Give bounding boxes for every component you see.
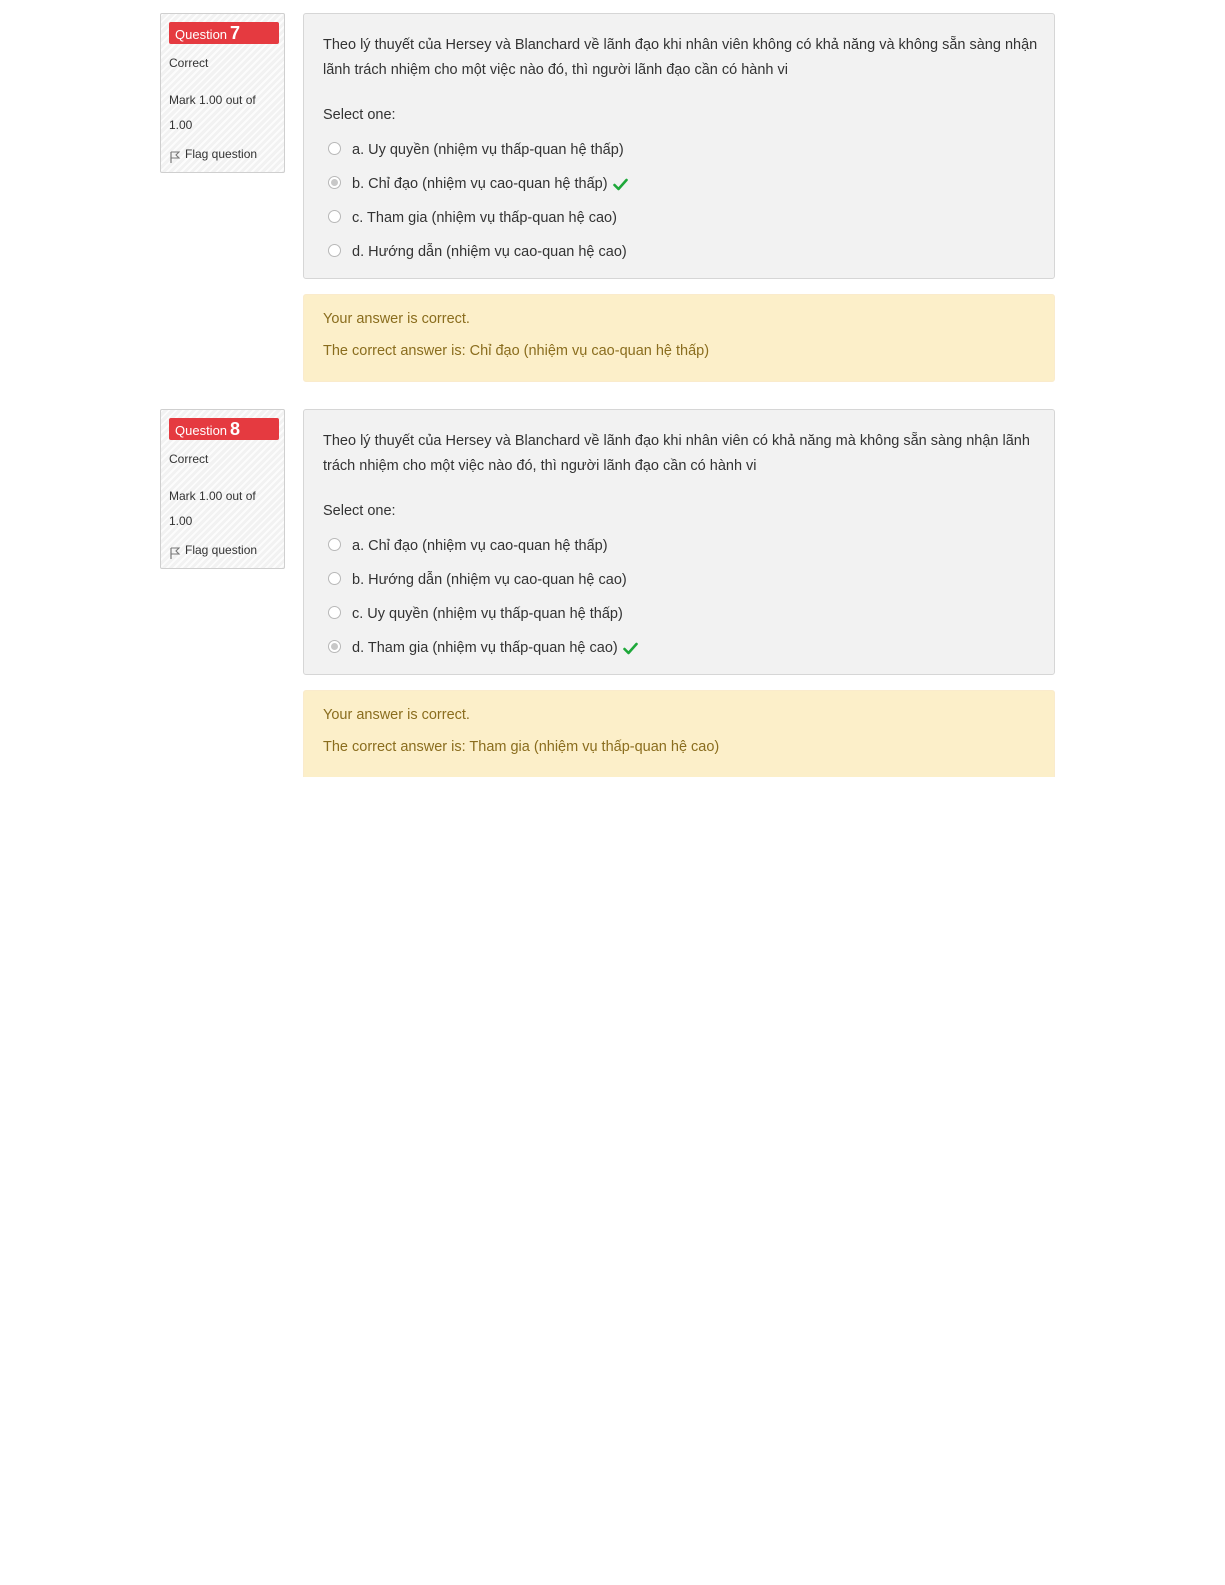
answer-option-d[interactable] bbox=[328, 235, 628, 269]
question-text: Theo lý thuyết của Hersey và Blanchard về lãnh đạo khi nhân viên không có khả năng và không sẵn sàng nhận lãnh trách nhiệm cho một việc nào đó, thì người lãnh đạo cần có hành vi bbox=[323, 37, 1038, 78]
answer-option-b[interactable] bbox=[328, 563, 638, 597]
answer-label-a: a. Chỉ đạo (nhiệm vụ cao-quan hệ thấp) bbox=[352, 538, 608, 554]
answer-list bbox=[328, 133, 628, 269]
answer-radio-b[interactable] bbox=[328, 176, 341, 189]
answer-option-d[interactable] bbox=[328, 631, 638, 665]
answer-radio-c[interactable] bbox=[328, 210, 341, 223]
question-state: Correct bbox=[169, 452, 209, 466]
answer-label-d: d. Hướng dẫn (nhiệm vụ cao-quan hệ cao) bbox=[352, 244, 627, 260]
question-grade: Mark 1.00 out of 1.00 bbox=[169, 93, 256, 132]
answer-label-b: b. Hướng dẫn (nhiệm vụ cao-quan hệ cao) bbox=[352, 572, 627, 588]
answer-label-b: b. Chỉ đạo (nhiệm vụ cao-quan hệ thấp) bbox=[352, 176, 608, 192]
select-one-prompt: Select one: bbox=[323, 107, 396, 123]
flag-question-label: Flag question bbox=[185, 147, 258, 161]
question-outcome bbox=[303, 690, 1055, 777]
answer-option-a[interactable] bbox=[328, 133, 628, 167]
flag-icon bbox=[169, 149, 181, 163]
answer-label-c: c. Uy quyền (nhiệm vụ thấp-quan hệ thấp) bbox=[352, 606, 623, 622]
answer-option-c[interactable] bbox=[328, 597, 638, 631]
answer-radio-d[interactable] bbox=[328, 244, 341, 257]
answer-radio-c[interactable] bbox=[328, 606, 341, 619]
answer-option-a[interactable] bbox=[328, 529, 638, 563]
check-icon bbox=[613, 178, 628, 191]
answer-radio-a[interactable] bbox=[328, 538, 341, 551]
flag-icon bbox=[169, 545, 181, 559]
feedback-text: Your answer is correct. bbox=[323, 311, 470, 327]
question-number-badge bbox=[169, 22, 279, 44]
answer-label-d: d. Tham gia (nhiệm vụ thấp-quan hệ cao) bbox=[352, 640, 618, 656]
answer-list bbox=[328, 529, 638, 665]
answer-radio-a[interactable] bbox=[328, 142, 341, 155]
flag-question-label: Flag question bbox=[185, 543, 258, 557]
flag-question-link[interactable] bbox=[169, 147, 257, 163]
question-info-panel bbox=[160, 13, 285, 173]
right-answer-text: The correct answer is: Chỉ đạo (nhiệm vụ cao-quan hệ thấp) bbox=[323, 343, 710, 359]
question-grade: Mark 1.00 out of 1.00 bbox=[169, 489, 256, 528]
question-label: Question bbox=[175, 423, 228, 438]
question-number-badge bbox=[169, 418, 279, 440]
answer-label-c: c. Tham gia (nhiệm vụ thấp-quan hệ cao) bbox=[352, 210, 617, 226]
question-label: Question bbox=[175, 27, 228, 42]
check-icon bbox=[623, 642, 638, 655]
answer-radio-b[interactable] bbox=[328, 572, 341, 585]
answer-label-a: a. Uy quyền (nhiệm vụ thấp-quan hệ thấp) bbox=[352, 142, 624, 158]
feedback-text: Your answer is correct. bbox=[323, 707, 470, 723]
question-formulation bbox=[303, 13, 1055, 279]
question-state: Correct bbox=[169, 56, 209, 70]
answer-radio-d[interactable] bbox=[328, 640, 341, 653]
question-number: 8 bbox=[230, 419, 241, 439]
question-outcome bbox=[303, 294, 1055, 382]
question-number: 7 bbox=[230, 23, 241, 43]
question-text: Theo lý thuyết của Hersey và Blanchard về lãnh đạo khi nhân viên có khả năng mà không sẵn sàng nhận lãnh trách nhiệm cho một việc nào đó, thì người lãnh đạo cần có hành vi bbox=[323, 433, 1030, 474]
question-info-panel bbox=[160, 409, 285, 569]
select-one-prompt: Select one: bbox=[323, 503, 396, 519]
answer-option-b[interactable] bbox=[328, 167, 628, 201]
right-answer-text: The correct answer is: Tham gia (nhiệm vụ thấp-quan hệ cao) bbox=[323, 739, 720, 755]
question-formulation bbox=[303, 409, 1055, 675]
flag-question-link[interactable] bbox=[169, 543, 257, 559]
answer-option-c[interactable] bbox=[328, 201, 628, 235]
